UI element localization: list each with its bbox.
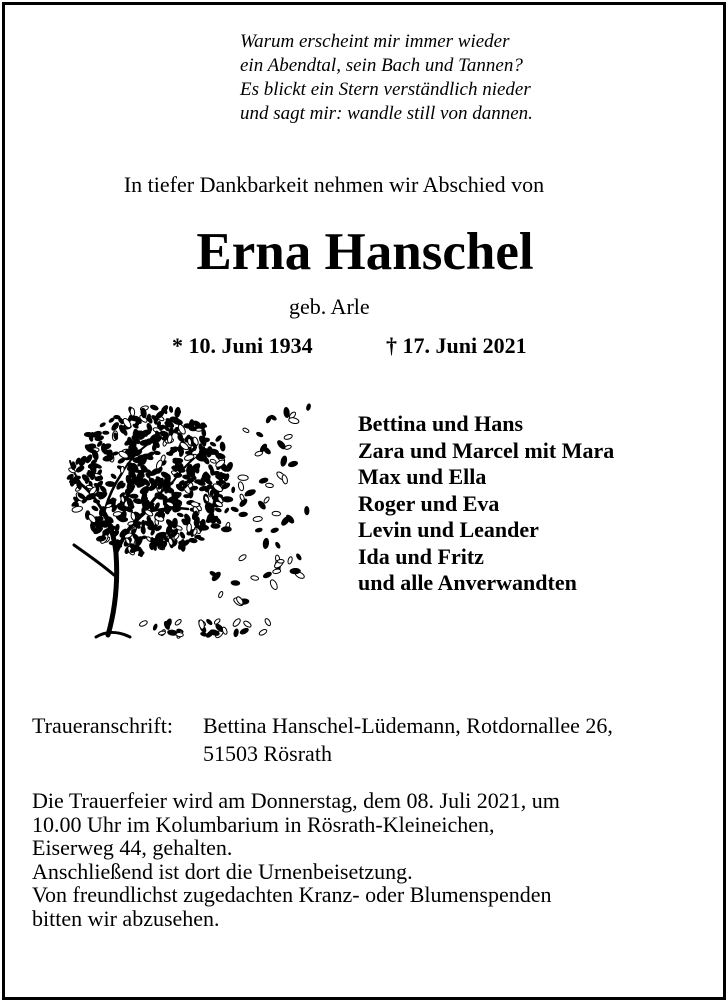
leaf (174, 619, 182, 627)
service-line: Anschließend ist dort die Urnenbeisetzung. (32, 858, 413, 884)
leaf (221, 527, 231, 533)
leaf (230, 506, 239, 513)
leaf (250, 575, 259, 581)
leaf (110, 421, 120, 431)
leaf (112, 451, 119, 456)
leaf (176, 632, 184, 637)
leaf (275, 541, 282, 549)
leaf (206, 618, 214, 625)
tree-icon (60, 385, 320, 645)
poem-line: und sagt mir: wandle still von dannen. (240, 103, 533, 124)
leaf (272, 568, 281, 574)
leaf (206, 446, 213, 457)
leaf (150, 404, 159, 411)
service-line: Die Trauerfeier wird am Donnerstag, dem 08. Juli 2021, um (32, 788, 560, 813)
leaf (215, 435, 223, 443)
leaf (272, 511, 281, 516)
leaf (264, 618, 272, 627)
leaf (174, 407, 181, 418)
leaf (232, 618, 242, 628)
leaf (120, 466, 124, 473)
leaf (120, 425, 124, 432)
leaf (265, 415, 272, 424)
mourner-entry: Levin und Leander (358, 517, 539, 542)
leaf (284, 434, 293, 441)
leaf (233, 628, 239, 637)
mourner-entry: Max und Ella (358, 464, 487, 489)
mourner-entry: Ida und Fritz (358, 543, 484, 569)
service-line: 10.00 Uhr im Kolumbarium in Rösrath-Kleineichen, (32, 811, 495, 837)
leaf (239, 627, 249, 635)
leaf (87, 513, 97, 524)
mourner-entry: Bettina und Hans (358, 411, 524, 436)
leaf (277, 559, 284, 563)
leaf (93, 499, 100, 503)
leaf (141, 525, 146, 534)
poem-line: ein Abendtal, sein Bach und Tannen? (240, 55, 523, 76)
leaf (139, 469, 146, 473)
mourner-entry: und alle Anverwandten (358, 570, 577, 595)
leaf (288, 460, 299, 468)
leaf (270, 527, 279, 533)
leaf (196, 428, 202, 432)
leaf (304, 506, 309, 515)
leaf (222, 496, 233, 502)
leaf (231, 487, 235, 493)
leaf (190, 501, 199, 507)
leaf (239, 512, 248, 517)
mourner-entry: Zara und Marcel mit Mara (358, 437, 615, 463)
leaf (269, 579, 279, 591)
address-line: Bettina Hanschel-Lüdemann, Rotdornallee 26, (203, 713, 613, 738)
leaf (238, 475, 248, 481)
leaf (256, 431, 264, 438)
leaf (110, 473, 117, 480)
leaf (287, 556, 293, 564)
service-line: Eiserweg 44, gehalten. (32, 835, 233, 860)
leaf (154, 451, 161, 455)
leaf (200, 632, 208, 637)
leaf (186, 523, 191, 532)
service-details (32, 789, 560, 930)
leaf (130, 494, 138, 498)
leaf (238, 481, 245, 491)
intro-text: In tiefer Dankbarkeit nehmen wir Abschied von (123, 172, 545, 197)
leaf (172, 492, 182, 497)
leaf (213, 618, 220, 625)
leaf (152, 623, 158, 630)
leaf (258, 628, 267, 636)
leaf (242, 427, 249, 433)
leaf (283, 407, 290, 418)
poem-line: Es blickt ein Stern verständlich nieder (240, 79, 531, 100)
leaf (245, 488, 256, 497)
leaf (164, 618, 173, 629)
leaf (105, 481, 115, 487)
leaf (215, 452, 226, 460)
leaf (139, 620, 148, 628)
death-date: † 17. Juni 2021 (386, 333, 527, 358)
leaf (158, 630, 166, 635)
leaf (280, 455, 288, 467)
leaf (175, 427, 178, 433)
leaf (169, 406, 174, 413)
leaf (99, 422, 106, 428)
leaf (96, 486, 99, 492)
intro-text-row (0, 172, 728, 198)
leaf (198, 619, 205, 629)
leaf (253, 516, 263, 522)
poem-line: Warum erscheint mir immer wieder (240, 31, 510, 52)
leaf (255, 527, 263, 532)
leaf (209, 570, 217, 577)
leaf (224, 507, 230, 513)
leaf (183, 494, 190, 498)
poem (240, 30, 640, 126)
service-line: bitten wir abzusehen. (32, 905, 220, 931)
deceased-name: Erna Hanschel (196, 223, 534, 281)
deceased-name-row (0, 220, 728, 284)
leaf (177, 512, 184, 517)
leaf (295, 553, 302, 561)
birth-date: * 10. Juni 1934 (172, 333, 313, 358)
leaf (179, 531, 186, 539)
leaf (91, 505, 99, 512)
leaf (220, 442, 226, 452)
leaf (243, 620, 252, 628)
address-label: Traueranschrift: (32, 713, 173, 738)
leaf (119, 517, 128, 522)
leaf (265, 483, 273, 488)
leaf (210, 441, 217, 447)
leaf (239, 494, 245, 502)
mourner-entry: Roger und Eva (358, 490, 500, 516)
leaf (306, 403, 312, 411)
leaf (72, 461, 75, 467)
leaf (208, 464, 215, 472)
service-line: Von freundlichst zugedachten Kranz- oder Blumenspenden (32, 882, 552, 907)
leaf (290, 568, 301, 574)
leaf (238, 554, 247, 562)
leaf (189, 420, 194, 429)
leaf (174, 473, 182, 478)
leaf (211, 523, 221, 528)
leaf (262, 571, 272, 579)
leaf (210, 459, 217, 464)
leaf (262, 538, 269, 549)
address-city: 51503 Rösrath (203, 741, 332, 766)
leaf (130, 408, 135, 417)
leaf (231, 580, 240, 585)
mourners-list (358, 411, 614, 597)
leaf (263, 496, 270, 504)
leaf (281, 474, 288, 484)
leaf (288, 417, 299, 425)
leaf (102, 431, 109, 435)
birth-name: geb. Arle (289, 294, 370, 319)
tree-illustration (60, 385, 320, 645)
leaf (218, 591, 224, 598)
leaf (214, 507, 221, 513)
